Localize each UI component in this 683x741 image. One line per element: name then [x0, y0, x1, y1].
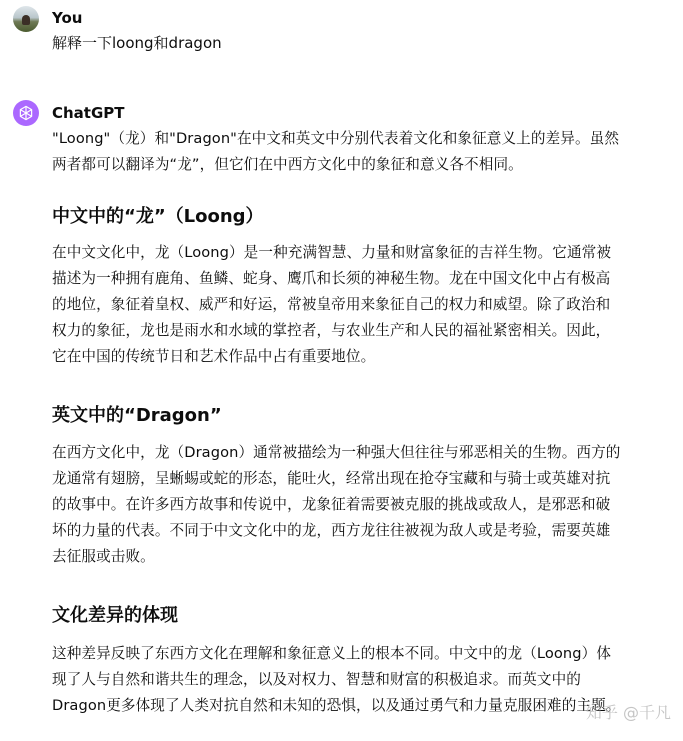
user-message-text: 解释一下loong和dragon [52, 34, 222, 52]
user-name: You [52, 9, 83, 27]
section-body-loong: 在中文文化中，龙（Loong）是一种充满智慧、力量和财富象征的吉祥生物。它通常被 描述为一种拥有鹿角、鱼鳞、蛇身、鹰爪和长须的神秘生物。龙在中国文化中占有极高 的地位，象征着皇权、威严和好运，常被皇帝用来象征自己的权力和威望。除了政治和 权力的象征，龙也是雨水和水域的掌控者，与农业生产和人民的福祉紧密相关。因此， 它在中国的传统节日和艺术作品中占有重要地位。 [52, 244, 612, 365]
section-heading-difference: 文化差异的体现 [52, 605, 178, 626]
user-avatar [13, 6, 39, 32]
watermark [586, 700, 671, 723]
openai-knot-icon [17, 104, 35, 122]
section-heading-dragon: 英文中的“Dragon” [52, 405, 222, 426]
chatgpt-logo-icon [13, 100, 39, 126]
watermark-text: 知乎 @千凡 [585, 703, 671, 722]
section-heading-loong: 中文中的“龙”（Loong） [52, 206, 264, 227]
assistant-name: ChatGPT [52, 104, 125, 122]
assistant-intro: "Loong"（龙）和"Dragon"在中文和英文中分别代表着文化和象征意义上的差异。虽然 两者都可以翻译为“龙”，但它们在中西方文化中的象征和意义各不相同。 [52, 130, 620, 173]
user-avatar-figure [22, 15, 30, 25]
section-body-difference: 这种差异反映了东西方文化在理解和象征意义上的根本不同。中文中的龙（Loong）体 现了人与自然和谐共生的理念，以及对权力、智慧和财富的积极追求。而英文中的 Dragon更多体现了人类对抗自然和未知的恐惧，以及通过勇气和力量克服困难的主题。 [52, 645, 621, 714]
section-body-dragon: 在西方文化中，龙（Dragon）通常被描绘为一种强大但往往与邪恶相关的生物。西方的 龙通常有翅膀，呈蜥蜴或蛇的形态，能吐火，经常出现在抢夺宝藏和与骑士或英雄对抗 的故事中。在许多西方故事和传说中，龙象征着需要被克服的挑战或敌人，是邪恶和破 坏的力量的代表。不同于中文文化中的龙，西方龙往往被视为敌人或是考验，需要英雄 去征服或击败。 [52, 444, 621, 565]
